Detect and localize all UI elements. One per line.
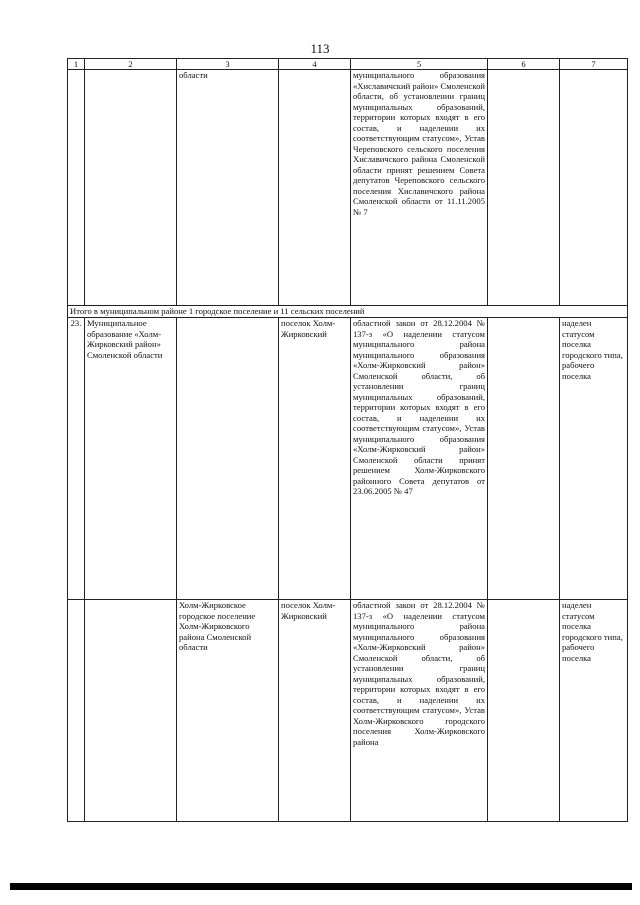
column-6-cell [488,70,560,306]
table-row [68,600,628,822]
row-number [68,70,85,306]
settlement-cell: области [177,70,279,306]
settlement-cell [177,318,279,600]
legal-basis-cell: областной закон от 28.12.2004 № 137-з «О наделении статусом муниципального района муниципального образования «Холм-Жирковский район» Смоленской области, об установлении границ муниципальных образований, территории которых входят в его состав, и наделении их соответствующим статусом», Устав Холм-Жирковского городского поселения Холм-Жирковского района [351,600,488,822]
column-header-3: 3 [177,59,279,70]
municipal-district-cell [85,70,177,306]
column-header-7: 7 [560,59,628,70]
page-number: 113 [310,41,330,56]
municipal-district-cell [85,600,177,822]
table-row [68,70,628,306]
district-total-text: Итого в муниципальном районе 1 городское поселение и 11 сельских поселений [68,306,628,318]
column-header-1: 1 [68,59,85,70]
municipal-district-cell: Муниципальное образование «Холм-Жирковский район» Смоленской области [85,318,177,600]
legal-basis-cell: муниципального образования «Хиславичский район» Смоленской области, об установлении границ муниципальных образований, территории которых входят в его состав, и наделении их соответствующим статусом», Устав Череповского сельского поселения Хиславичского района Смоленской области принят решением Совета депутатов Череповского сельского поселения Хиславичского района Смоленской области от 11.11.2005 № 7 [351,70,488,306]
administrative-center-cell: поселок Холм-Жирковский [279,318,351,600]
status-cell: наделен статусом поселка городского типа, рабочего поселка [560,318,628,600]
column-6-cell [488,318,560,600]
column-number-row [68,59,628,70]
settlement-cell: Холм-Жирковское городское поселение Холм-Жирковского района Смоленской области [177,600,279,822]
scan-bottom-bar [10,883,632,890]
column-header-5: 5 [351,59,488,70]
column-6-cell [488,600,560,822]
column-header-4: 4 [279,59,351,70]
total-row [68,306,628,318]
administrative-center-cell [279,70,351,306]
legal-basis-cell: областной закон от 28.12.2004 № 137-з «О наделении статусом муниципального района муниципального образования «Холм-Жирковский район» Смоленской области, об установлении границ муниципальных образований, территории которых входят в его состав, и наделении их соответствующим статусом», Устав муниципального образования «Холм-Жирковский район» Смоленской области принят решением Холм-Жирковского районного Совета депутатов от 23.06.2005 № 47 [351,318,488,600]
column-header-6: 6 [488,59,560,70]
row-number: 23. [68,318,85,600]
status-cell [560,70,628,306]
administrative-center-cell: поселок Холм-Жирковский [279,600,351,822]
row-number [68,600,85,822]
table-row [68,318,628,600]
municipal-registry-table [67,58,628,822]
column-header-2: 2 [85,59,177,70]
status-cell: наделен статусом поселка городского типа, рабочего поселка [560,600,628,822]
